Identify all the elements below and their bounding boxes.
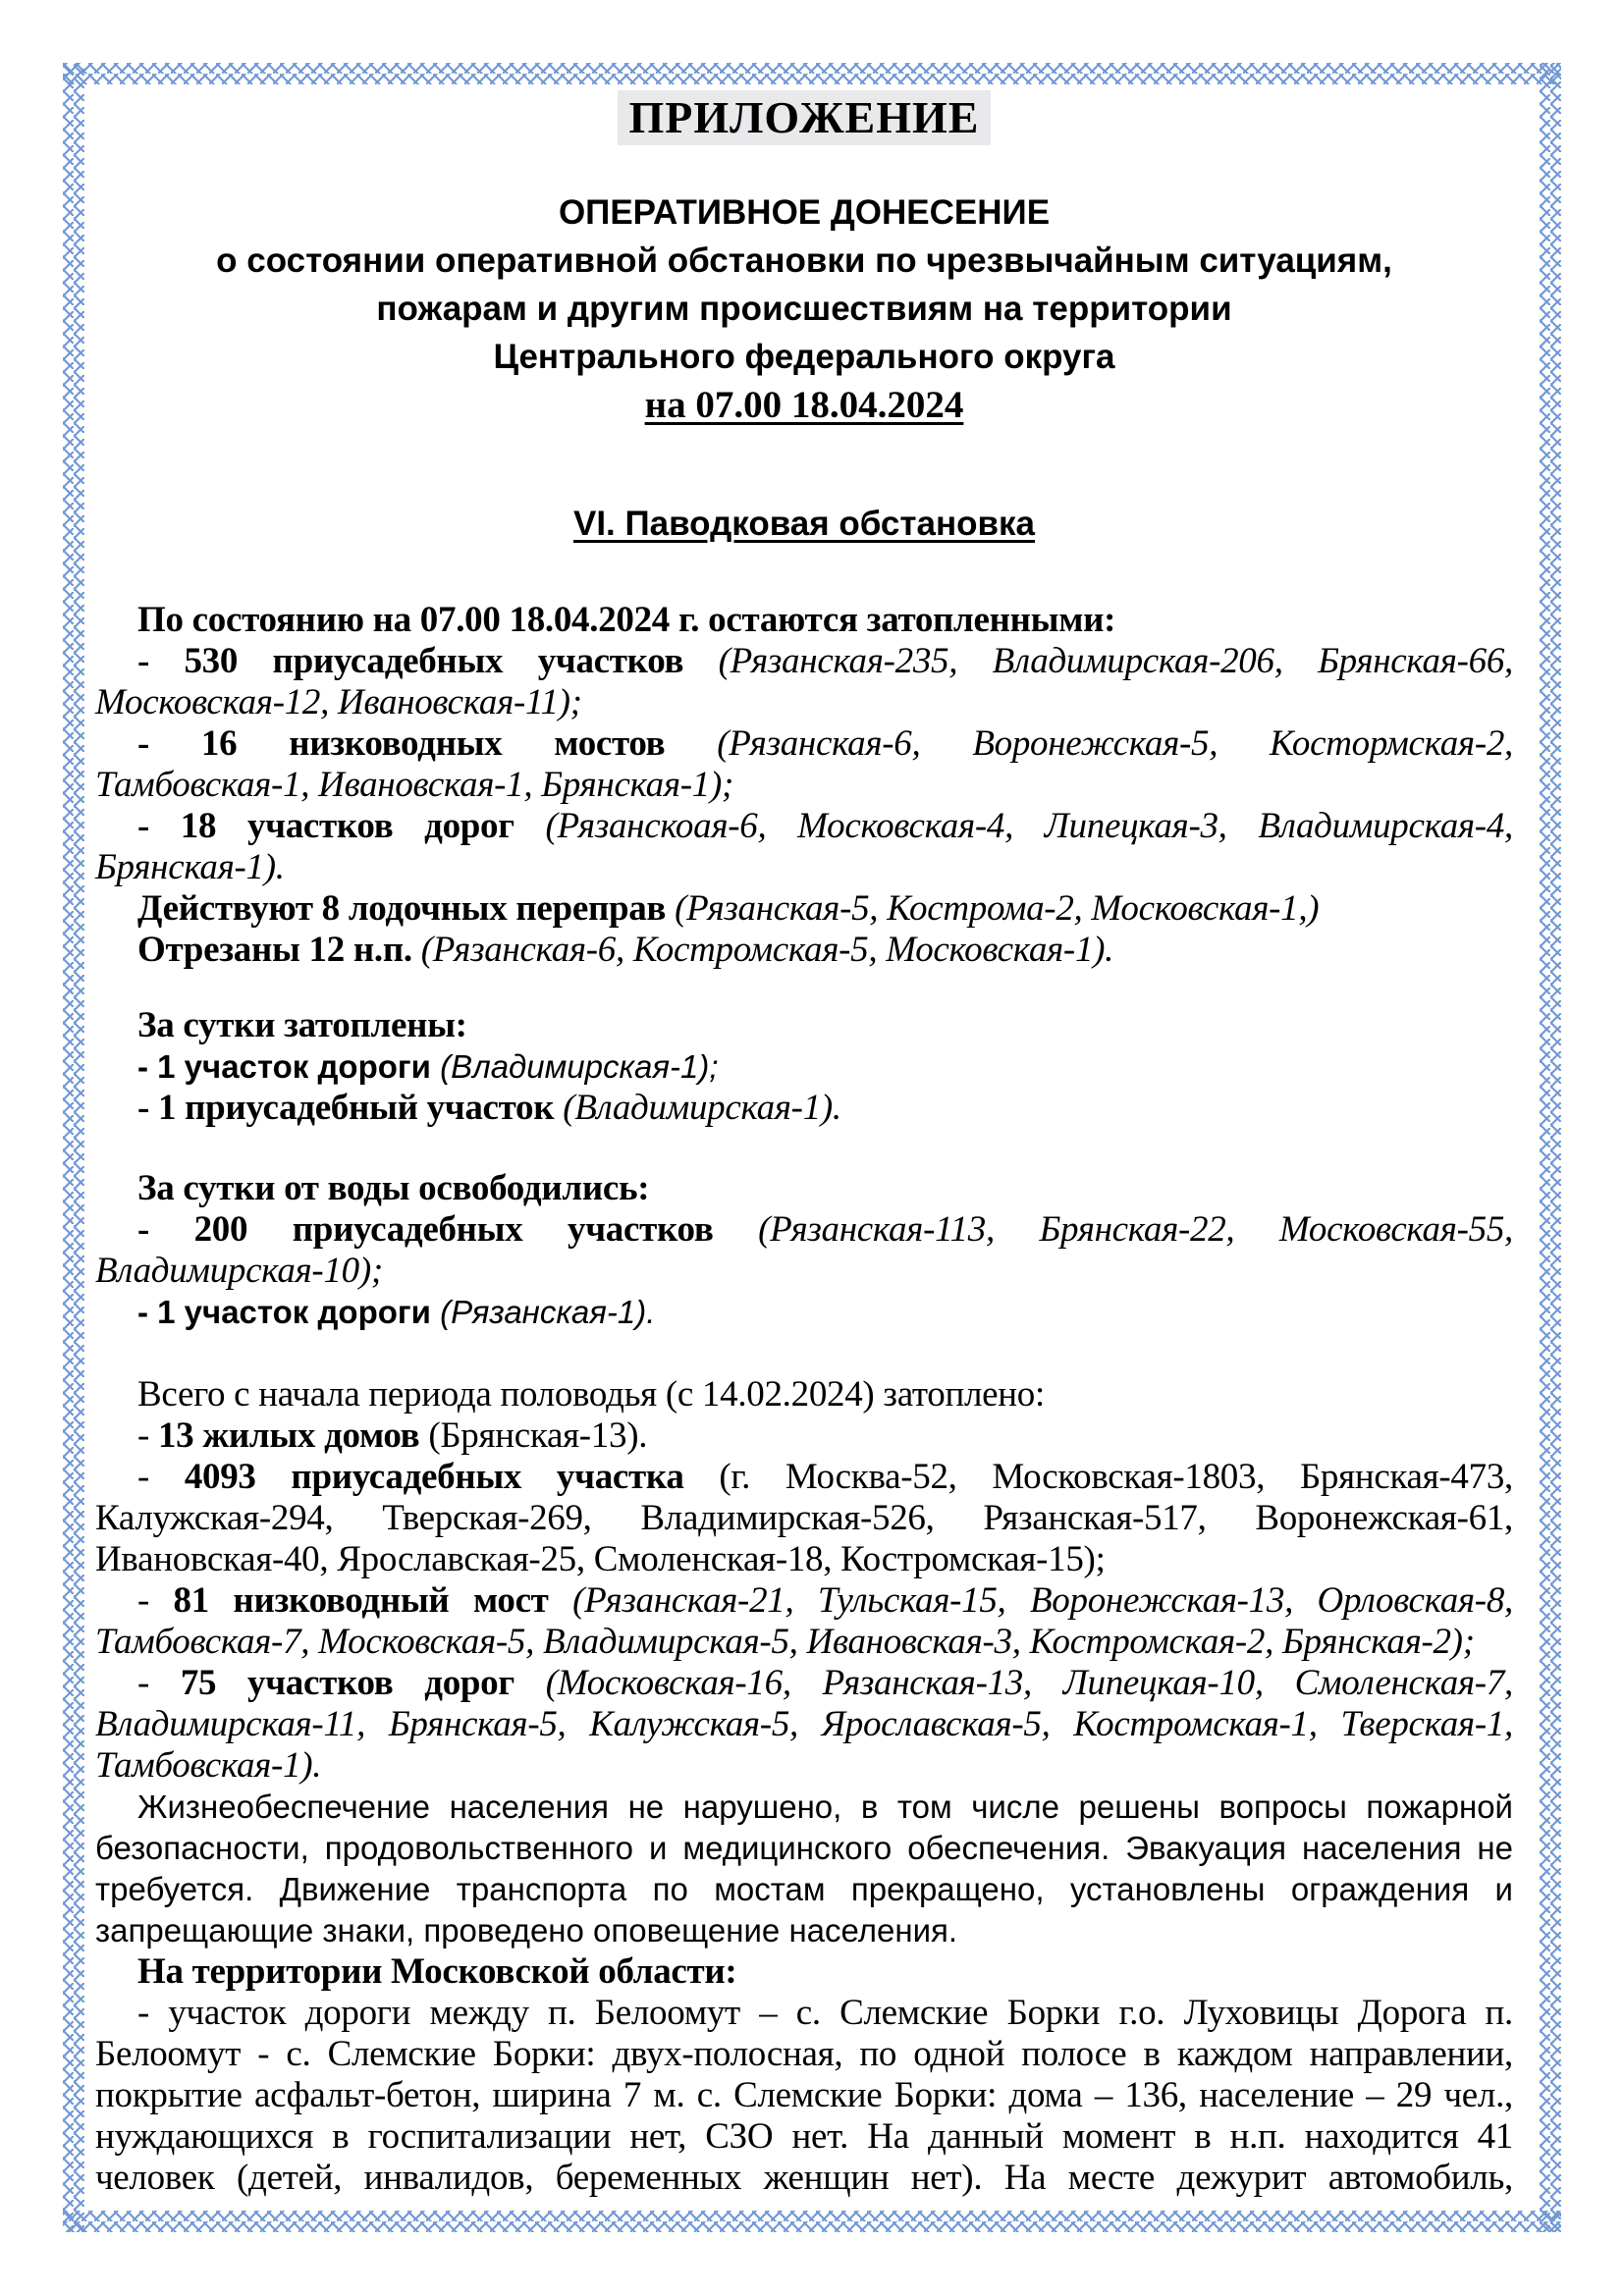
text-segment: - 1 участок дороги [137, 1048, 441, 1085]
header-line [95, 285, 1513, 333]
header-line-text: о состоянии оперативной обстановки по чрезвычайным ситуациям, [216, 241, 1392, 280]
doc-line [95, 1910, 1513, 1951]
doc-line [95, 1005, 1513, 1046]
doc-line [95, 1415, 1513, 1457]
report-header [95, 188, 1513, 429]
doc-line [95, 765, 1513, 806]
text-segment: (Рязанская-235, Владимирская-206, Брянская-66, [718, 641, 1513, 681]
appendix-heading-row [95, 90, 1513, 145]
doc-line [95, 1498, 1513, 1539]
text-segment: (Рязанская-5, Кострома-2, Московская-1,) [675, 888, 1320, 929]
decorative-border-left [63, 63, 84, 2232]
text-segment: запрещающие знаки, проведено оповещение населения. [95, 1912, 958, 1949]
doc-line [95, 2034, 1513, 2075]
text-segment: 75 участков дорог [180, 1663, 546, 1703]
text-segment: (Рязанская-21, Тульская-15, Воронежская-13, Орловская-8, [572, 1580, 1513, 1621]
text-segment: Калужская-294, Тверская-269, Владимирская-526, Рязанская-517, Воронежская-61, [95, 1498, 1513, 1538]
text-segment: 81 низководный мост [173, 1580, 573, 1621]
text-segment: - участок дороги между п. Белоомут – с. Слемские Борки г.о. Луховицы Дорога п. [137, 1993, 1513, 2033]
header-line [95, 333, 1513, 381]
text-segment: На территории Московской области: [137, 1951, 737, 1992]
text-segment: 13 жилых домов [157, 1415, 420, 1456]
text-segment: Владимирская-11, Брянская-5, Калужская-5, Ярославская-5, Костромская-1, Тверская-1, [95, 1704, 1513, 1744]
text-segment: По состоянию на 07.00 18.04.2024 г. остаются затопленными: [137, 600, 1116, 640]
text-segment: - 1 приусадебный участок [137, 1088, 564, 1128]
header-line-text: на 07.00 18.04.2024 [644, 384, 964, 426]
doc-line [95, 806, 1513, 847]
doc-line [95, 2158, 1513, 2199]
text-segment: нуждающихся в госпитализации нет, СЗО нет. На данный момент в н.п. находится 41 [95, 2116, 1513, 2157]
text-segment: Белоомут - с. Слемские Борки: двух-полосная, по одной полосе в каждом направлении, [95, 2034, 1513, 2074]
appendix-heading: ПРИЛОЖЕНИЕ [618, 90, 992, 145]
text-segment: - [137, 1663, 181, 1703]
doc-line [95, 1539, 1513, 1580]
doc-line [95, 2075, 1513, 2116]
decorative-border-top [63, 63, 1561, 84]
text-segment: За сутки от воды освободились: [137, 1168, 650, 1208]
doc-line [95, 682, 1513, 723]
doc-line [95, 1088, 1513, 1129]
text-segment: Тамбовская-7, Московская-5, Владимирская-5, Ивановская-3, Костромская-2, Брянская-2); [95, 1622, 1475, 1662]
doc-line [95, 1745, 1513, 1787]
text-segment: (г. Москва-52, Московская-1803, Брянская-473, [683, 1457, 1513, 1497]
text-segment: Отрезаны 12 н.п. [137, 930, 421, 970]
text-segment: (Брянская-13). [419, 1415, 648, 1456]
report-body [95, 600, 1513, 2199]
doc-line [95, 600, 1513, 641]
header-line [95, 237, 1513, 285]
text-segment: Владимирская-10); [95, 1251, 383, 1291]
doc-line [95, 1251, 1513, 1292]
text-segment: - [137, 1580, 174, 1621]
header-line [95, 381, 1513, 429]
text-segment: Брянская-1). [95, 847, 285, 887]
header-line [95, 188, 1513, 237]
text-segment: требуется. Движение транспорта по мостам прекращено, установлены ограждения и [95, 1871, 1513, 1907]
text-segment: Жизнеобеспечение населения не нарушено, в том числе решены вопросы пожарной [137, 1789, 1513, 1825]
text-segment: За сутки затоплены: [137, 1005, 467, 1045]
doc-line [95, 1209, 1513, 1251]
doc-line [95, 1292, 1513, 1333]
doc-line [95, 1168, 1513, 1209]
text-segment: - [137, 1457, 185, 1497]
text-segment: Всего с начала периода половодья (с 14.02.2024) затоплено: [137, 1374, 1045, 1415]
doc-line [95, 1704, 1513, 1745]
text-segment: - 16 низководных мостов [137, 723, 718, 764]
decorative-border-bottom [63, 2211, 1561, 2232]
text-segment: - [137, 1415, 158, 1456]
text-segment: (Владимирская-1); [440, 1048, 719, 1085]
text-segment: Тамбовская-1). [95, 1745, 322, 1786]
text-segment: покрытие асфальт-бетон, ширина 7 м. с. Слемские Борки: дома – 136, население – 29 чел., [95, 2075, 1513, 2115]
text-segment: безопасности, продовольственного и медицинского обеспечения. Эвакуация населения не [95, 1830, 1513, 1866]
header-line-text: пожарам и другим происшествиям на территории [376, 290, 1232, 328]
doc-line [95, 1828, 1513, 1869]
text-segment: - 18 участков дорог [137, 806, 546, 846]
text-segment: - 1 участок дороги [137, 1294, 441, 1330]
text-segment: Московская-12, Ивановская-11); [95, 682, 582, 722]
header-line-text: ОПЕРАТИВНОЕ ДОНЕСЕНИЕ [558, 193, 1051, 232]
doc-line [95, 1457, 1513, 1498]
text-segment: (Рязанскоая-6, Московская-4, Липецкая-3, Владимирская-4, [545, 806, 1513, 846]
text-segment: Тамбовская-1, Ивановская-1, Брянская-1); [95, 765, 734, 805]
text-segment: (Рязанская-6, Костромская-5, Московская-1). [420, 930, 1114, 970]
text-segment: человек (детей, инвалидов, беременных женщин нет). На месте дежурит автомобиль, [95, 2158, 1513, 2198]
text-segment: Ивановская-40, Ярославская-25, Смоленская-18, Костромская-15); [95, 1539, 1106, 1579]
doc-line [95, 723, 1513, 765]
text-segment: (Рязанская-6, Воронежская-5, Костормская-2, [717, 723, 1513, 764]
decorative-border-right [1540, 63, 1561, 2232]
doc-line [95, 930, 1513, 971]
doc-line [95, 1374, 1513, 1415]
section-title: VI. Паводковая обстановка [572, 505, 1036, 543]
doc-line [95, 1046, 1513, 1088]
doc-line [95, 2116, 1513, 2158]
text-segment: (Московская-16, Рязанская-13, Липецкая-10, Смоленская-7, [545, 1663, 1513, 1703]
doc-line [95, 1622, 1513, 1663]
text-segment: (Рязанская-113, Брянская-22, Московская-55, [758, 1209, 1513, 1250]
doc-line [95, 847, 1513, 888]
doc-line [95, 1663, 1513, 1704]
doc-line [95, 1993, 1513, 2034]
doc-line [95, 1580, 1513, 1622]
text-segment: 4093 приусадебных участка [184, 1457, 684, 1497]
doc-line [95, 888, 1513, 930]
text-segment: (Рязанская-1). [440, 1294, 656, 1330]
text-segment: - 530 приусадебных участков [137, 641, 719, 681]
header-line-text: Центрального федерального округа [493, 338, 1115, 376]
document-content [95, 86, 1513, 2199]
text-segment: (Владимирская-1). [563, 1088, 841, 1128]
doc-line [95, 1869, 1513, 1910]
section-title-row [95, 500, 1513, 555]
text-segment: - 200 приусадебных участков [137, 1209, 759, 1250]
doc-line [95, 1951, 1513, 1993]
doc-line [95, 641, 1513, 682]
text-segment: Действуют 8 лодочных переправ [137, 888, 676, 929]
doc-line [95, 1787, 1513, 1828]
